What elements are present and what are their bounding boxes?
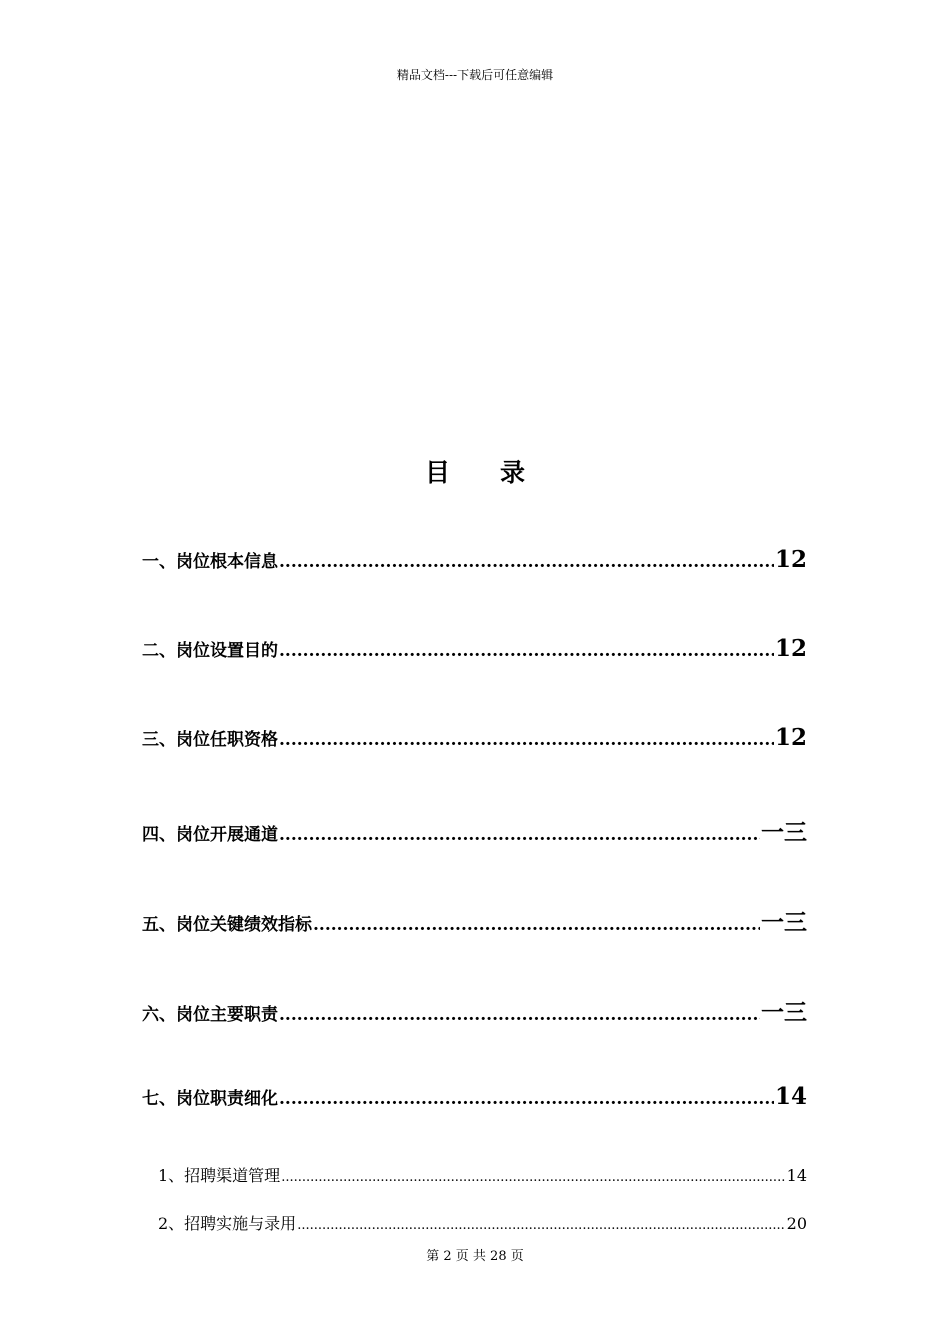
toc-entry-page: 12	[774, 724, 807, 751]
toc-subentry-label: 2、招聘实施与录用	[158, 1214, 297, 1233]
toc-dot-leader	[279, 825, 760, 845]
toc-entry-page: 14	[774, 1083, 807, 1110]
toc-entry-page: 12	[774, 635, 807, 662]
toc-subentry[interactable]	[158, 1211, 807, 1234]
toc-entry-page: 一三	[761, 819, 807, 846]
toc-entry-label: 二、岗位设置目的	[142, 641, 278, 661]
toc-entry[interactable]	[142, 1083, 807, 1110]
toc-entry[interactable]	[142, 635, 807, 662]
toc-entry-page: 一三	[761, 999, 807, 1026]
toc-entry-label: 一、岗位根本信息	[142, 552, 278, 572]
toc-entry[interactable]	[142, 904, 807, 937]
toc-dot-leader	[279, 641, 774, 661]
toc-entry-page: 一三	[761, 909, 807, 936]
toc-entry-label: 七、岗位职责细化	[142, 1089, 278, 1109]
toc-entry-label: 六、岗位主要职责	[142, 1005, 278, 1025]
toc-entry-label: 四、岗位开展通道	[142, 825, 278, 845]
toc-subentry-page: 20	[786, 1214, 807, 1233]
toc-entry-label: 三、岗位任职资格	[142, 730, 278, 750]
toc-dot-leader	[279, 730, 774, 750]
page-footer: 第 2 页 共 28 页	[426, 1249, 524, 1264]
toc-subentry-page: 14	[786, 1166, 807, 1185]
toc-dot-leader	[297, 1218, 785, 1233]
toc-entry-label: 五、岗位关键绩效指标	[142, 915, 312, 935]
toc-dot-leader	[281, 1170, 785, 1185]
toc-subentry-label: 1、招聘渠道管理	[158, 1166, 281, 1185]
page-header: 精品文档---下载后可任意编辑	[396, 68, 554, 82]
toc-dot-leader	[279, 552, 774, 572]
toc-entry-page: 12	[774, 546, 807, 573]
toc-dot-leader	[313, 915, 760, 935]
toc-entry[interactable]	[142, 994, 807, 1027]
toc-title: 目录	[424, 458, 575, 487]
toc-entry[interactable]	[142, 546, 807, 573]
toc-dot-leader	[279, 1005, 760, 1025]
toc-entry[interactable]	[142, 814, 807, 847]
toc-dot-leader	[279, 1089, 774, 1109]
toc-subentry[interactable]	[158, 1163, 807, 1186]
toc-entry[interactable]	[142, 724, 807, 751]
